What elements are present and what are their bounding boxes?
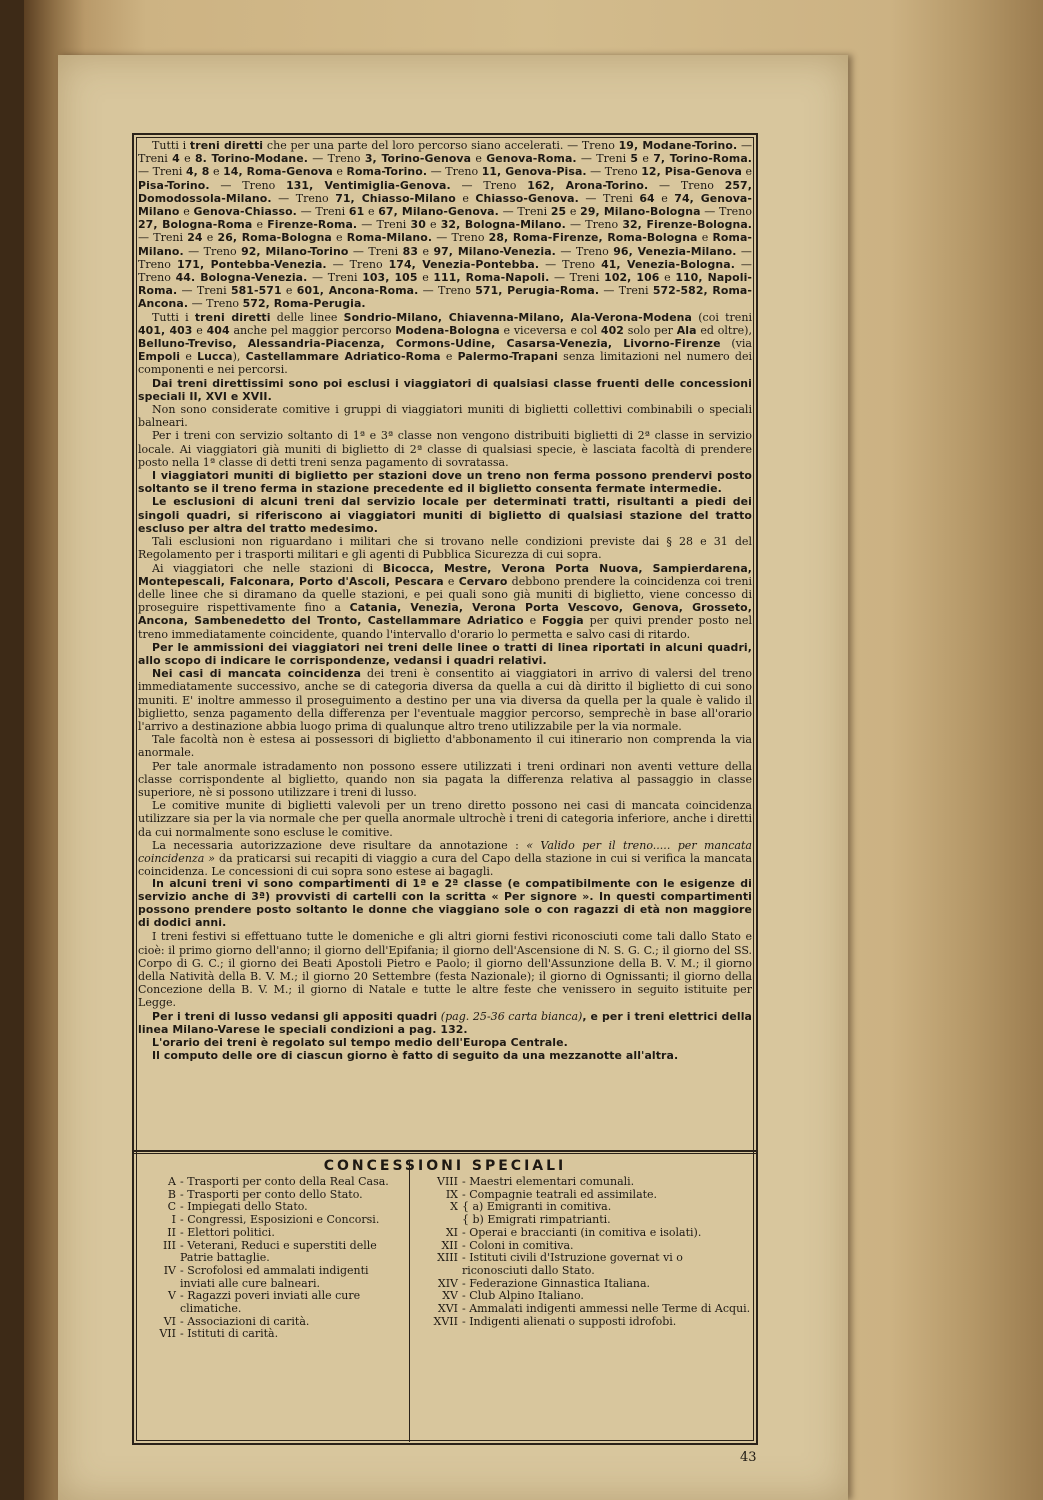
text-run: La necessaria autorizzazione deve risultare da annotazione : bbox=[152, 838, 527, 852]
bold-text: 402 bbox=[600, 323, 624, 337]
text-run: e bbox=[425, 218, 441, 232]
text-run: I treni festivi si effettuano tutte le domeniche e gli altri giorni festivi riconosciuti come tali dallo Stato e cioè: il primo giorno dell'anno; il giorno dell'Epifania; il giorno dell'Ascensione di N. S. G. C.; il giorno del SS. Corpo di G. C.; il giorno dei Beati Apostoli Pietro e Paolo; il giorno dell'Assunzione della B. V. M.; il giorno della Natività della B. V. M.; il giorno 20 Settembre (festa Nazionale); il giorno di Ognissanti; il giorno della Concezione della B. V. M.; il giorno di Natale e tutte le altre feste che venissero in seguito istituite per Legge. bbox=[138, 930, 752, 1010]
text-run: — Treno bbox=[565, 218, 623, 232]
text-run: — Treno bbox=[138, 244, 752, 271]
text-run: — Treno bbox=[700, 205, 752, 219]
concession-number: VI bbox=[163, 1314, 176, 1328]
concession-number: IV bbox=[163, 1263, 176, 1277]
text-run: e bbox=[179, 205, 194, 219]
bold-text: , e per i treni elettrici della linea Milano-Varese le speciali condizioni a pag. 132. bbox=[138, 1009, 752, 1036]
text-run: — Treni bbox=[549, 271, 605, 285]
text-run: per quivi prender posto nel treno immediatamente coincidente, quando l'intervallo d'orario lo permetta e salvo casi di ritardo. bbox=[138, 614, 752, 641]
concession-number: C bbox=[167, 1200, 176, 1214]
concession-text: - Compagnie teatrali ed assimilate. bbox=[462, 1187, 658, 1201]
text-run: — Treni bbox=[599, 284, 653, 298]
concession-text: - Trasporti per conto dello Stato. bbox=[180, 1187, 363, 1201]
text-run: e bbox=[417, 271, 434, 285]
column-divider bbox=[409, 1160, 410, 1442]
bold-text: 4 bbox=[172, 152, 180, 166]
note-paragraph bbox=[138, 562, 752, 641]
bold-text: 571, Perugia-Roma. bbox=[475, 284, 600, 298]
note-paragraph bbox=[138, 403, 752, 429]
bold-text: Roma-Torino. bbox=[346, 165, 428, 179]
concession-text: - Maestri elementari comunali. bbox=[462, 1175, 635, 1188]
bold-text: 11, Genova-Pisa. bbox=[481, 165, 587, 179]
bold-text: 103, 105 bbox=[362, 271, 418, 285]
bold-text: Chiasso-Genova. bbox=[475, 191, 579, 205]
text-run: Tali esclusioni non riguardano i militari che si trovano nelle condizioni previste dai § 28 e 31 del Regolamento per i trasporti militari e gli agenti di Pubblica Sicurezza di cui sopra. bbox=[138, 535, 752, 562]
text-run: Per i treni con servizio soltanto di 1ª e 3ª classe non vengono distribuiti biglietti di 2ª classe in servizio locale. Ai viaggiatori già muniti di biglietto di 2ª classe di qualsiasi specie, è lasciata facoltà di prendere posto nella 1ª classe di detti treni senza pagamento di sovratassa. bbox=[138, 429, 752, 469]
note-paragraph bbox=[138, 377, 752, 403]
note-paragraph bbox=[138, 839, 752, 879]
text-run: e bbox=[364, 205, 379, 219]
note-paragraph bbox=[138, 495, 752, 535]
text-run: — Treno bbox=[432, 231, 489, 245]
text-run: Tutti i bbox=[152, 310, 195, 324]
concessions-right-column bbox=[418, 1176, 752, 1328]
note-paragraph bbox=[138, 139, 752, 311]
bold-text: L'orario dei treni è regolato sul tempo medio dell'Europa Centrale. bbox=[152, 1036, 568, 1049]
note-paragraph bbox=[138, 930, 752, 1009]
text-run: e bbox=[252, 218, 268, 232]
bold-text: 8. Torino-Modane. bbox=[194, 152, 308, 166]
text-run: e bbox=[180, 350, 198, 364]
note-paragraph bbox=[138, 667, 752, 733]
text-run: dei treni è consentito ai viaggiatori in arrivo di valersi del treno immediatamente successivo, anche se di categoria diversa da quella a cui dà diritto il biglietto di cui sono muniti. E' inoltre ammesso il proseguimento a destino per una via diversa da quella per la quale è valido il biglietto, senza pagamento della differenza per l'eventuale maggior percorso, semprechè in base all'orario l'arrivo a destinazione abbia luogo prima di qualunque altro treno utilizzabile per la via normale. bbox=[138, 667, 752, 733]
concession-number: I bbox=[171, 1213, 176, 1227]
bold-text: 572, Roma-Perugia. bbox=[242, 297, 366, 311]
text-run: e bbox=[697, 231, 713, 245]
concession-item bbox=[142, 1227, 404, 1240]
bold-text: 174, Venezia-Pontebba. bbox=[388, 257, 540, 271]
note-paragraph bbox=[138, 311, 752, 377]
bold-text: 4, 8 bbox=[185, 165, 210, 179]
text-run: e bbox=[443, 574, 459, 588]
text-run: (coi treni bbox=[691, 310, 752, 324]
bold-text: Pisa-Torino. bbox=[138, 178, 210, 192]
note-paragraph bbox=[138, 469, 752, 495]
concession-item bbox=[418, 1316, 752, 1329]
text-run: — Treno bbox=[183, 244, 242, 258]
concession-text: - Elettori politici. bbox=[180, 1225, 275, 1239]
bold-text: Castellammare Adriatico-Roma bbox=[245, 350, 441, 364]
concession-text: - Ragazzi poveri inviati alle cure climatiche. bbox=[180, 1289, 361, 1316]
concession-number: VII bbox=[159, 1327, 176, 1341]
concession-item bbox=[142, 1214, 404, 1227]
text-run: senza limitazioni nel numero dei componenti e nei percorsi. bbox=[138, 350, 752, 377]
concession-number: XI bbox=[445, 1225, 458, 1239]
bold-text: Per le ammissioni dei viaggiatori nei treni delle linee o tratti di linea riportati in alcuni quadri, allo scopo di indicare le corrispondenze, vedansi i quadri relativi. bbox=[138, 640, 752, 667]
concession-number: IX bbox=[445, 1187, 458, 1201]
text-run: e bbox=[654, 191, 675, 205]
concession-number: VIII bbox=[437, 1175, 458, 1188]
text-run: — Treni bbox=[296, 205, 349, 219]
bold-text: treni diretti bbox=[194, 310, 271, 324]
text-run: — Treni bbox=[578, 191, 640, 205]
concession-text: - Impiegati dello Stato. bbox=[180, 1200, 308, 1214]
bold-text: 162, Arona-Torino. bbox=[527, 178, 649, 192]
bold-text: 110, Napoli-Roma. bbox=[138, 271, 752, 298]
concession-number: B bbox=[167, 1187, 176, 1201]
bold-text: 29, Milano-Bologna bbox=[580, 205, 701, 219]
bold-text: 26, Roma-Bologna bbox=[217, 231, 332, 245]
text-run: — Treni bbox=[348, 244, 403, 258]
concession-text: - Associazioni di carità. bbox=[180, 1314, 310, 1328]
bold-text: 601, Ancona-Roma. bbox=[296, 284, 419, 298]
concession-item bbox=[418, 1252, 752, 1277]
text-run: — Treno bbox=[539, 257, 602, 271]
section-divider bbox=[134, 1150, 756, 1152]
text-run: debbono prendere la coincidenza coi treni delle linee che si diramano da quelle stazioni, e pei quali sono già muniti di biglietto, viene concesso di proseguire rispettivamente fino a bbox=[138, 574, 752, 615]
concessions-left-column bbox=[142, 1176, 404, 1341]
text-run: — Treni bbox=[138, 139, 752, 166]
concession-text: - Istituti civili d'Istruzione governat vi o riconosciuti dallo Stato. bbox=[462, 1251, 683, 1277]
text-run: e bbox=[202, 231, 218, 245]
text-run: e bbox=[638, 152, 654, 166]
text-run: e bbox=[471, 152, 487, 166]
note-paragraph bbox=[138, 1049, 752, 1062]
text-run: — Treno bbox=[648, 178, 725, 192]
bold-text: 24 bbox=[187, 231, 203, 245]
note-paragraph bbox=[138, 535, 752, 561]
bold-text: 74, Genova-Milano bbox=[138, 191, 752, 219]
text-run: Le comitive munite di biglietti valevoli per un treno diretto possono nei casi di mancata coincidenza utilizzare sia per la via normale che per quella anormale ultrochè i treni di categoria inferiore, anche i diretti da cui normalmente sono escluse le comitive. bbox=[138, 799, 752, 839]
bold-text: 97, Milano-Venezia. bbox=[433, 244, 556, 258]
concession-number: XVII bbox=[433, 1314, 458, 1328]
bold-text: 32, Firenze-Bologna. bbox=[622, 218, 752, 232]
train-notes bbox=[138, 139, 752, 1139]
text-run: solo per bbox=[623, 323, 677, 337]
text-run: (via bbox=[720, 337, 752, 351]
bold-text: I viaggiatori muniti di biglietto per stazioni dove un treno non ferma possono prendervi posto soltanto se il treno ferma in stazione precedente ed il biglietto consenta fermate intermedie. bbox=[138, 469, 752, 496]
concession-text: - Congressi, Esposizioni e Concorsi. bbox=[180, 1213, 380, 1227]
italic-text: (pag. 25-36 carta bianca) bbox=[437, 1009, 583, 1023]
text-run: e bbox=[179, 152, 195, 166]
bold-text: 111, Roma-Napoli. bbox=[433, 271, 550, 285]
note-paragraph bbox=[138, 1010, 752, 1036]
concession-text: - Veterani, Reduci e superstiti delle Patrie battaglie. bbox=[180, 1238, 377, 1265]
concession-text: - Indigenti alienati o supposti idrofobi. bbox=[462, 1314, 677, 1328]
bold-text: Genova-Roma. bbox=[486, 152, 577, 166]
bold-text: 25 bbox=[550, 205, 567, 219]
bold-text: 102, 106 bbox=[604, 271, 660, 285]
bold-text: 71, Chiasso-Milano bbox=[335, 191, 456, 205]
bold-text: Roma-Milano. bbox=[138, 231, 752, 258]
concession-text: { b) Emigrati rimpatrianti. bbox=[462, 1213, 611, 1227]
bold-text: Roma-Milano. bbox=[346, 231, 433, 245]
bold-text: 96, Venezia-Milano. bbox=[613, 244, 737, 258]
note-paragraph bbox=[138, 799, 752, 839]
text-run: e bbox=[209, 165, 224, 179]
note-paragraph bbox=[138, 429, 752, 469]
bold-text: Il computo delle ore di ciascun giorno è fatto di seguito da una mezzanotte all'altra. bbox=[152, 1049, 679, 1063]
text-run: — Treno bbox=[450, 178, 528, 192]
text-run: — Treno bbox=[271, 191, 336, 205]
text-run: — Treni bbox=[138, 165, 186, 179]
concession-text: - Trasporti per conto della Real Casa. bbox=[180, 1175, 389, 1188]
bold-text: Cervaro bbox=[458, 574, 508, 588]
bold-text: 83 bbox=[402, 244, 418, 258]
concession-item bbox=[142, 1176, 404, 1189]
bold-text: Foggia bbox=[542, 614, 584, 628]
concession-item bbox=[418, 1303, 752, 1316]
text-run: ), bbox=[232, 350, 246, 364]
bold-text: 572-582, Roma-Ancona. bbox=[138, 284, 752, 311]
bold-text: 64 bbox=[639, 191, 655, 205]
concession-number: XII bbox=[441, 1238, 458, 1252]
text-run: — Treno bbox=[418, 284, 476, 298]
text-run: e bbox=[566, 205, 581, 219]
text-run: — Treno bbox=[209, 178, 287, 192]
concession-number: III bbox=[162, 1238, 176, 1252]
bold-text: Catania, Venezia, Verona Porta Vescovo, Genova, Grosseto, Ancona, Sambenedetto del Tronto, Castellammare Adriatico bbox=[138, 601, 752, 628]
text-run: e bbox=[331, 231, 347, 245]
bold-text: 61 bbox=[348, 205, 365, 219]
bold-text: Modena-Bologna bbox=[395, 323, 500, 337]
concession-item bbox=[142, 1265, 404, 1290]
bold-text: 30 bbox=[410, 218, 426, 232]
bold-text: 19, Modane-Torino. bbox=[618, 139, 738, 152]
text-run: delle linee bbox=[270, 310, 344, 324]
bold-text: Empoli bbox=[138, 350, 181, 364]
text-run: — Treni bbox=[357, 218, 411, 232]
concession-number: V bbox=[168, 1289, 176, 1303]
note-paragraph bbox=[138, 733, 752, 759]
bold-text: 92, Milano-Torino bbox=[241, 244, 349, 258]
concession-text: - Club Alpino Italiano. bbox=[462, 1289, 584, 1303]
bold-text: Nei casi di mancata coincidenza bbox=[152, 667, 362, 681]
text-run: — Treno bbox=[138, 257, 752, 285]
bold-text: 3, Torino-Genova bbox=[364, 152, 472, 166]
bold-text: 67, Milano-Genova. bbox=[378, 205, 499, 219]
note-paragraph bbox=[138, 641, 752, 667]
text-run: e bbox=[741, 165, 752, 179]
text-run: e bbox=[192, 323, 207, 337]
bold-text: Le esclusioni di alcuni treni dal servizio locale per determinati tratti, risultanti a piedi dei singoli quadri, si riferiscono ai viaggiatori muniti di biglietto di qualsiasi stazione del tratto escluso per altra del tratto medesimo. bbox=[138, 495, 752, 535]
text-run: e bbox=[418, 244, 434, 258]
bold-text: Bicocca, Mestre, Verona Porta Nuova, Sampierdarena, Montepescali, Falconara, Porto d'Ascoli, Pescara bbox=[138, 561, 752, 588]
bold-text: Firenze-Roma. bbox=[267, 218, 358, 232]
italic-text: « Valido per il treno..... per mancata coincidenza » bbox=[138, 838, 752, 865]
text-run: — Treni bbox=[177, 284, 231, 298]
text-run: — Treno bbox=[586, 165, 642, 179]
concession-text: { a) Emigranti in comitiva. bbox=[462, 1200, 612, 1214]
concession-item bbox=[418, 1214, 752, 1227]
concessions-title: CONCESSIONI SPECIALI bbox=[323, 1158, 567, 1174]
page-number: 43 bbox=[740, 1450, 757, 1465]
text-run: Tale facoltà non è estesa ai possessori di biglietto d'abbonamento il cui itinerario non comprenda la via anormale. bbox=[138, 733, 752, 760]
concession-number: XVI bbox=[437, 1302, 458, 1316]
concession-number: XV bbox=[442, 1289, 458, 1303]
bold-text: Palermo-Trapani bbox=[457, 350, 558, 364]
bold-text: 131, Ventimiglia-Genova. bbox=[286, 178, 451, 192]
concession-number: X bbox=[450, 1200, 458, 1214]
bold-text: 28, Roma-Firenze, Roma-Bologna bbox=[488, 231, 698, 245]
text-run: e viceversa e col bbox=[499, 323, 601, 337]
text-run: Per tale anormale istradamento non possono essere utilizzati i treni ordinari non aventi vetture della classe corrispondente al biglietto, quando non sia pagata la differenza relativa al passaggio in classe superiore, nè si possono utilizzare i treni di lusso. bbox=[138, 759, 752, 799]
text-run: — Treno bbox=[326, 257, 389, 271]
section-divider bbox=[134, 1153, 756, 1154]
concession-item bbox=[142, 1240, 404, 1265]
text-run: — Treno bbox=[427, 165, 482, 179]
concession-item bbox=[418, 1227, 752, 1240]
text-run: e bbox=[455, 191, 476, 205]
text-run: — Treni bbox=[498, 205, 551, 219]
bold-text: 27, Bologna-Roma bbox=[138, 218, 253, 232]
text-run: e bbox=[440, 350, 458, 364]
text-run: da praticarsi sui recapiti di viaggio a cura del Capo della stazione in cui si verifica la mancata coincidenza. Le concessioni di cui sopra sono estese ai bagagli. bbox=[138, 851, 752, 879]
text-run: — Treni bbox=[138, 231, 188, 245]
text-run: Tutti i bbox=[152, 139, 190, 152]
bold-text: 404 bbox=[206, 323, 230, 337]
bold-text: In alcuni treni vi sono compartimenti di 1ª e 2ª classe (e compatibilmente con le esigenze di servizio anche di 3ª) provvisti di cartelli con la scritta « Per signore ». In questi compartimenti possono prendere posto soltanto le donne che viaggiano sole o con ragazzi di età non maggiore di dodici anni. bbox=[138, 877, 752, 930]
concession-number: A bbox=[168, 1175, 176, 1188]
note-paragraph bbox=[138, 760, 752, 800]
text-run: che per una parte del loro percorso siano accelerati. — Treno bbox=[263, 139, 619, 152]
bold-text: 12, Pisa-Genova bbox=[641, 165, 742, 179]
bold-text: 14, Roma-Genova bbox=[223, 165, 333, 179]
bold-text: Sondrio-Milano, Chiavenna-Milano, Ala-Verona-Modena bbox=[343, 310, 692, 324]
bold-text: 257, Domodossola-Milano. bbox=[138, 178, 752, 205]
bold-text: Belluno-Treviso, Alessandria-Piacenza, Cormons-Udine, Casarsa-Venezia, Livorno-Firenze bbox=[138, 337, 721, 351]
bold-text: 5 bbox=[630, 152, 639, 166]
bold-text: 401, 403 bbox=[138, 323, 193, 337]
concession-text: - Ammalati indigenti ammessi nelle Terme di Acqui. bbox=[462, 1302, 751, 1316]
bold-text: 7, Torino-Roma. bbox=[653, 152, 752, 166]
bold-text: Dai treni direttissimi sono poi esclusi i viaggiatori di qualsiasi classe fruenti delle concessioni speciali II, XVI e XVII. bbox=[138, 376, 752, 403]
bold-text: treni diretti bbox=[189, 139, 264, 152]
text-run: e bbox=[281, 284, 297, 298]
concession-number: II bbox=[167, 1225, 176, 1239]
concession-number: XIII bbox=[437, 1251, 458, 1265]
text-run: anche pel maggior percorso bbox=[229, 323, 396, 337]
text-run: — Treni bbox=[307, 271, 363, 285]
bold-text: Ala bbox=[676, 323, 697, 337]
concession-item bbox=[418, 1176, 752, 1189]
text-run: e bbox=[523, 614, 542, 628]
bold-text: 41, Venezia-Bologna. bbox=[601, 257, 735, 271]
concession-text: - Federazione Ginnastica Italiana. bbox=[462, 1276, 651, 1290]
concession-text: - Scrofolosi ed ammalati indigenti inviati alle cure balneari. bbox=[180, 1263, 369, 1290]
concession-text: - Operai e braccianti (in comitiva e isolati). bbox=[462, 1225, 702, 1239]
text-run: e bbox=[659, 271, 676, 285]
concession-text: - Istituti di carità. bbox=[180, 1327, 279, 1341]
text-run: Ai viaggiatori che nelle stazioni di bbox=[152, 561, 383, 575]
text-run: — Treni bbox=[576, 152, 631, 166]
bold-text: Genova-Chiasso. bbox=[193, 205, 297, 219]
concession-item bbox=[142, 1328, 404, 1341]
text-run: Non sono considerate comitive i gruppi di viaggiatori muniti di biglietti collettivi combinabili o speciali balneari. bbox=[138, 403, 752, 430]
concession-number: XIV bbox=[437, 1276, 458, 1290]
bold-text: 44. Bologna-Venezia. bbox=[175, 271, 308, 285]
text-run: ed oltre), bbox=[696, 323, 752, 337]
text-run: e bbox=[332, 165, 347, 179]
bold-text: Per i treni di lusso vedansi gli appositi quadri bbox=[152, 1009, 438, 1023]
text-run: — Treno bbox=[188, 297, 243, 311]
bold-text: Lucca bbox=[197, 350, 233, 364]
concession-number bbox=[418, 1214, 458, 1227]
note-paragraph bbox=[138, 878, 752, 930]
text-run: — Treno bbox=[307, 152, 365, 166]
bold-text: 32, Bologna-Milano. bbox=[440, 218, 566, 232]
concession-text: - Coloni in comitiva. bbox=[462, 1238, 574, 1252]
concession-item bbox=[142, 1290, 404, 1315]
text-run: — Treno bbox=[555, 244, 614, 258]
bold-text: 171, Pontebba-Venezia. bbox=[176, 257, 327, 271]
bold-text: 581-571 bbox=[230, 284, 282, 298]
note-paragraph bbox=[138, 1036, 752, 1049]
